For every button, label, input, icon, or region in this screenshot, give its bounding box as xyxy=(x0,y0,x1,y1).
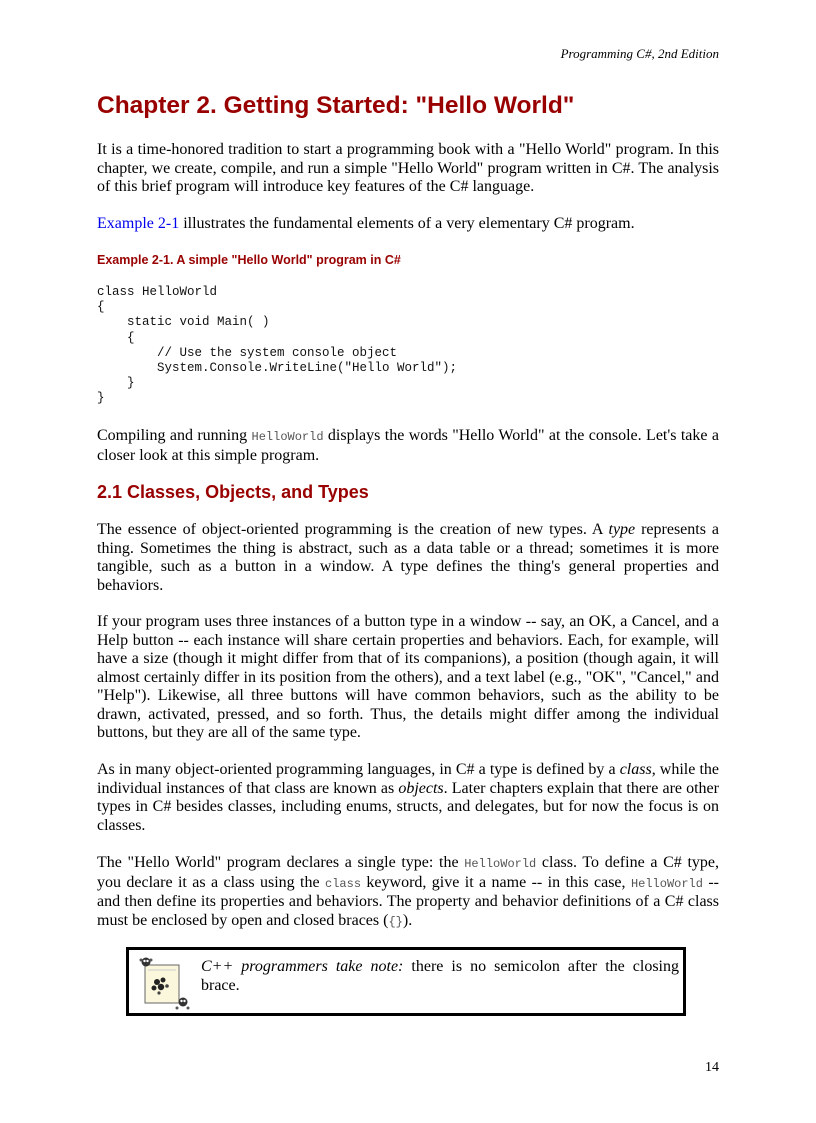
inline-code-helloworld: HelloWorld xyxy=(464,857,537,871)
running-header: Programming C#, 2nd Edition xyxy=(560,46,719,61)
inline-code-helloworld: HelloWorld xyxy=(630,876,703,891)
types-text-2: represents a thing. Sometimes the thing is abstract, such as a data table or a thread; sometimes it is more tangible, such as a button in a window. A type defines the thing's general properties and behaviors. xyxy=(97,521,719,594)
types-paragraph xyxy=(97,521,719,595)
code-listing: class HelloWorld { static void Main( ) { // Use the system console object System.Console.WriteLine("Hello World"); } } xyxy=(97,285,458,406)
class-object-paragraph xyxy=(97,761,719,835)
example-title: Example 2-1. A simple "Hello World" program in C# xyxy=(97,253,401,267)
class-text-1: As in many object-oriented programming languages, in C# a type is defined by a xyxy=(97,761,620,778)
compile-paragraph xyxy=(97,427,719,465)
inline-code-helloworld: HelloWorld xyxy=(251,430,324,444)
inline-code-class: class xyxy=(325,876,362,891)
section-title: 2.1 Classes, Objects, and Types xyxy=(97,482,369,502)
note-lead: C++ programmers take note: xyxy=(201,958,404,975)
button-example-paragraph: If your program uses three instances of a button type in a window -- say, an OK, a Cancel, and a Help button -- each instance will share certain properties and behaviors. Each, for example, will have a size (though it might differ from that of its companions), a position (though again, it will almost certainly differ in its position from the others), and a text label (e.g., "OK", "Cancel," and "Help"). Likewise, all three buttons will have common behaviors, such as the ability to be drawn, activated, pressed, and so forth. Thus, the details might differ among the individual buttons, but they are all of the same type. xyxy=(97,613,719,741)
compile-text-1: Compiling and running xyxy=(97,427,252,444)
class-text-3: . Later chapters explain that there are other types in C# besides classes, including enums, structs, and delegates, but for now the focus is on classes. xyxy=(97,779,719,834)
note-body: there is no semicolon after the closing brace. xyxy=(201,958,680,994)
example-reference-paragraph xyxy=(97,215,719,234)
types-text-1: The essence of object-oriented programming is the creation of new types. A xyxy=(97,521,609,538)
term-objects: objects xyxy=(398,779,444,797)
example-reference-text: illustrates the fundamental elements of a very elementary C# program. xyxy=(179,215,635,232)
intro-paragraph: It is a time-honored tradition to start a programming book with a "Hello World" program. In this chapter, we create, compile, and run a simple "Hello World" program written in C#. The analysis of this brief program will introduce key features of the C# language. xyxy=(97,141,719,195)
page-number: 14 xyxy=(705,1060,719,1075)
compile-text-2: displays the words "Hello World" at the console. Let's take a closer look at this simple program. xyxy=(97,427,720,464)
note-box xyxy=(126,947,686,1016)
hw-text-4: -- and then define its properties and behaviors. The property and behavior definitions of a C# class must be enclosed by open and closed braces ( xyxy=(97,873,720,929)
hw-text-3: keyword, give it a name -- in this case, xyxy=(361,873,631,891)
tip-icon xyxy=(137,956,191,1012)
inline-code-braces: {} xyxy=(388,914,403,929)
hw-text-5: ). xyxy=(402,911,413,929)
hw-text-2: class. To define a C# type, you declare it as a class using the xyxy=(97,854,719,891)
term-type: type xyxy=(608,521,636,538)
hello-world-type-paragraph xyxy=(97,854,719,931)
example-2-1-link[interactable]: Example 2-1 xyxy=(97,215,180,232)
term-class: class xyxy=(619,761,652,778)
hw-text-1: The "Hello World" program declares a single type: the xyxy=(97,854,465,871)
chapter-title: Chapter 2. Getting Started: "Hello World" xyxy=(97,92,575,119)
class-text-2: , while the individual instances of that class are known as xyxy=(97,761,720,797)
note-text xyxy=(201,958,679,995)
